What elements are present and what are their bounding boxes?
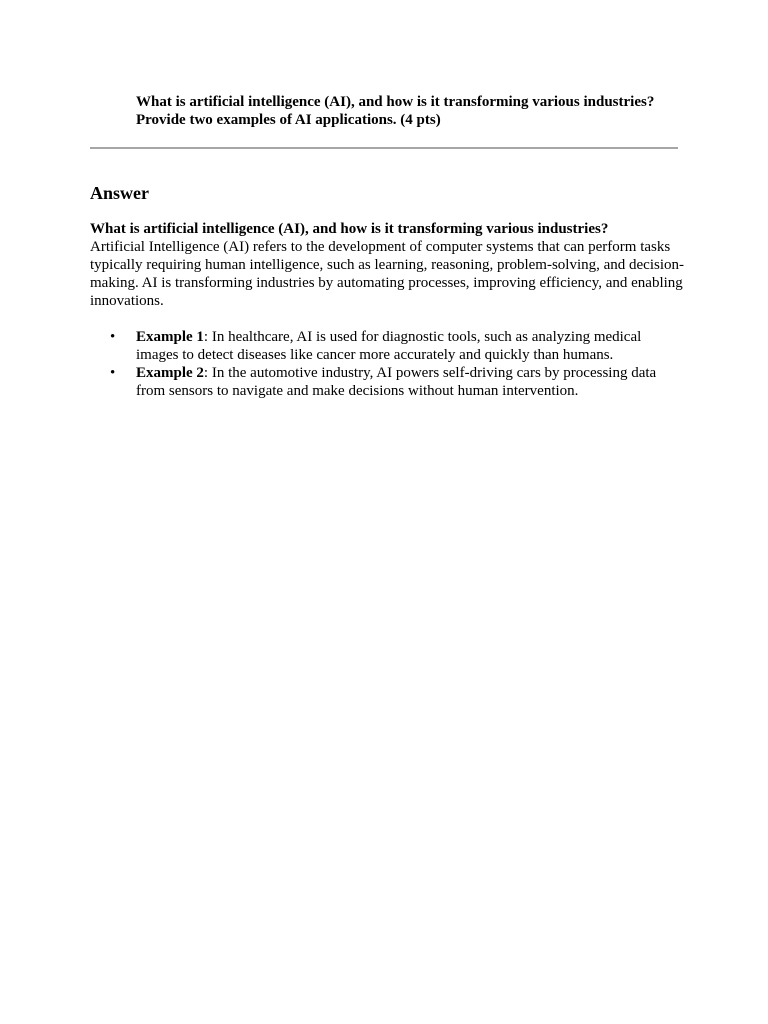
question-text: What is artificial intelligence (AI), and how is it transforming various industries? Provide two examples of AI applications. (4 pts) <box>136 94 655 128</box>
list-item-example-2 <box>90 364 685 400</box>
example-text: : In healthcare, AI is used for diagnostic tools, such as analyzing medical images to detect diseases like cancer more accurately and quickly than humans. <box>136 329 642 363</box>
example-text: : In the automotive industry, AI powers self-driving cars by processing data from sensors to navigate and make decisions without human intervention. <box>136 365 657 399</box>
answer-body <box>90 220 685 310</box>
answer-subheading: What is artificial intelligence (AI), and how is it transforming various industries? <box>90 221 609 237</box>
bullet-icon: • <box>110 329 116 345</box>
horizontal-divider <box>90 147 678 149</box>
example-label: Example 1 <box>136 329 204 345</box>
example-label: Example 2 <box>136 365 204 381</box>
answer-paragraph: Artificial Intelligence (AI) refers to the development of computer systems that can perform tasks typically requiring human intelligence, such as learning, reasoning, problem-solving, and decision-making. AI is transforming industries by automating processes, improving efficiency, and enabling innovations. <box>90 239 685 309</box>
list-item-example-1 <box>90 328 685 364</box>
bullet-icon: • <box>110 365 116 381</box>
examples-list <box>90 328 685 400</box>
answer-heading: Answer <box>90 183 149 203</box>
